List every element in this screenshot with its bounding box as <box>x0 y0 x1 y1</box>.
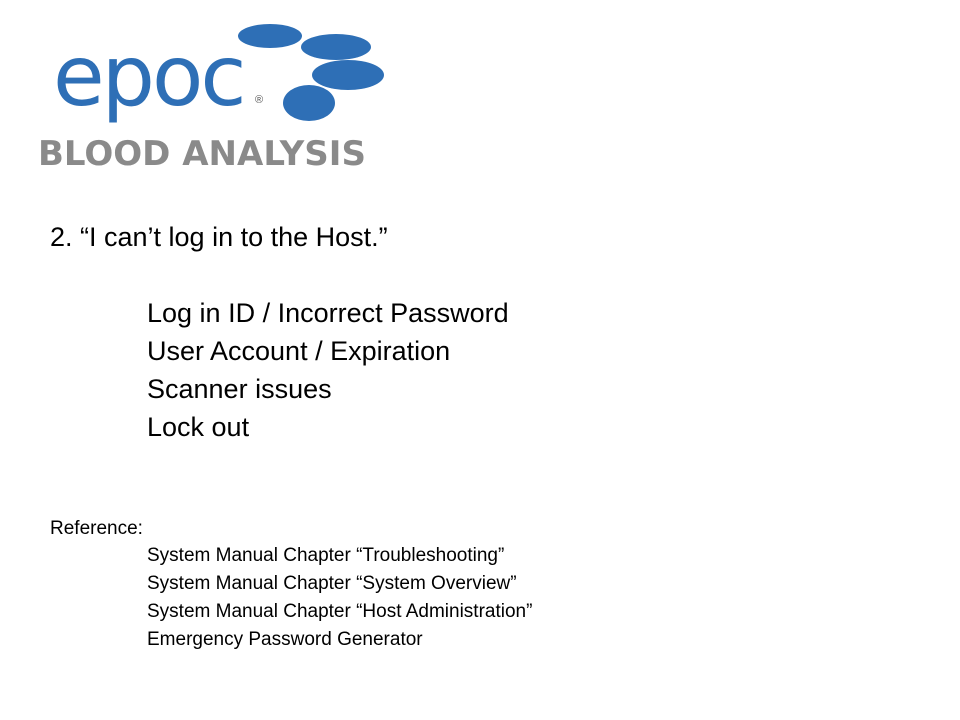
logo-tagline: BLOOD ANALYSIS <box>38 134 366 174</box>
logo-wordmark: epoc <box>53 27 244 125</box>
slide-heading: 2. “I can’t log in to the Host.” <box>50 222 388 252</box>
epoc-logo <box>36 20 386 180</box>
logo-dot-bottom <box>283 85 335 121</box>
issue-item: Lock out <box>147 412 250 442</box>
issue-item: Scanner issues <box>147 374 332 404</box>
logo-dot-right <box>312 60 384 90</box>
issue-item: Log in ID / Incorrect Password <box>147 298 509 328</box>
reference-item: System Manual Chapter “System Overview” <box>147 573 517 594</box>
reference-item: System Manual Chapter “Troubleshooting” <box>147 545 505 566</box>
reference-item: Emergency Password Generator <box>147 629 423 650</box>
registered-mark: ® <box>255 94 264 106</box>
reference-title: Reference: <box>50 518 143 539</box>
issue-item: User Account / Expiration <box>147 336 451 366</box>
logo-dot-top <box>238 24 302 48</box>
reference-list <box>147 542 532 654</box>
issue-list <box>147 294 509 446</box>
logo-dot-upper-right <box>301 34 371 60</box>
reference-item: System Manual Chapter “Host Administration” <box>147 601 533 622</box>
